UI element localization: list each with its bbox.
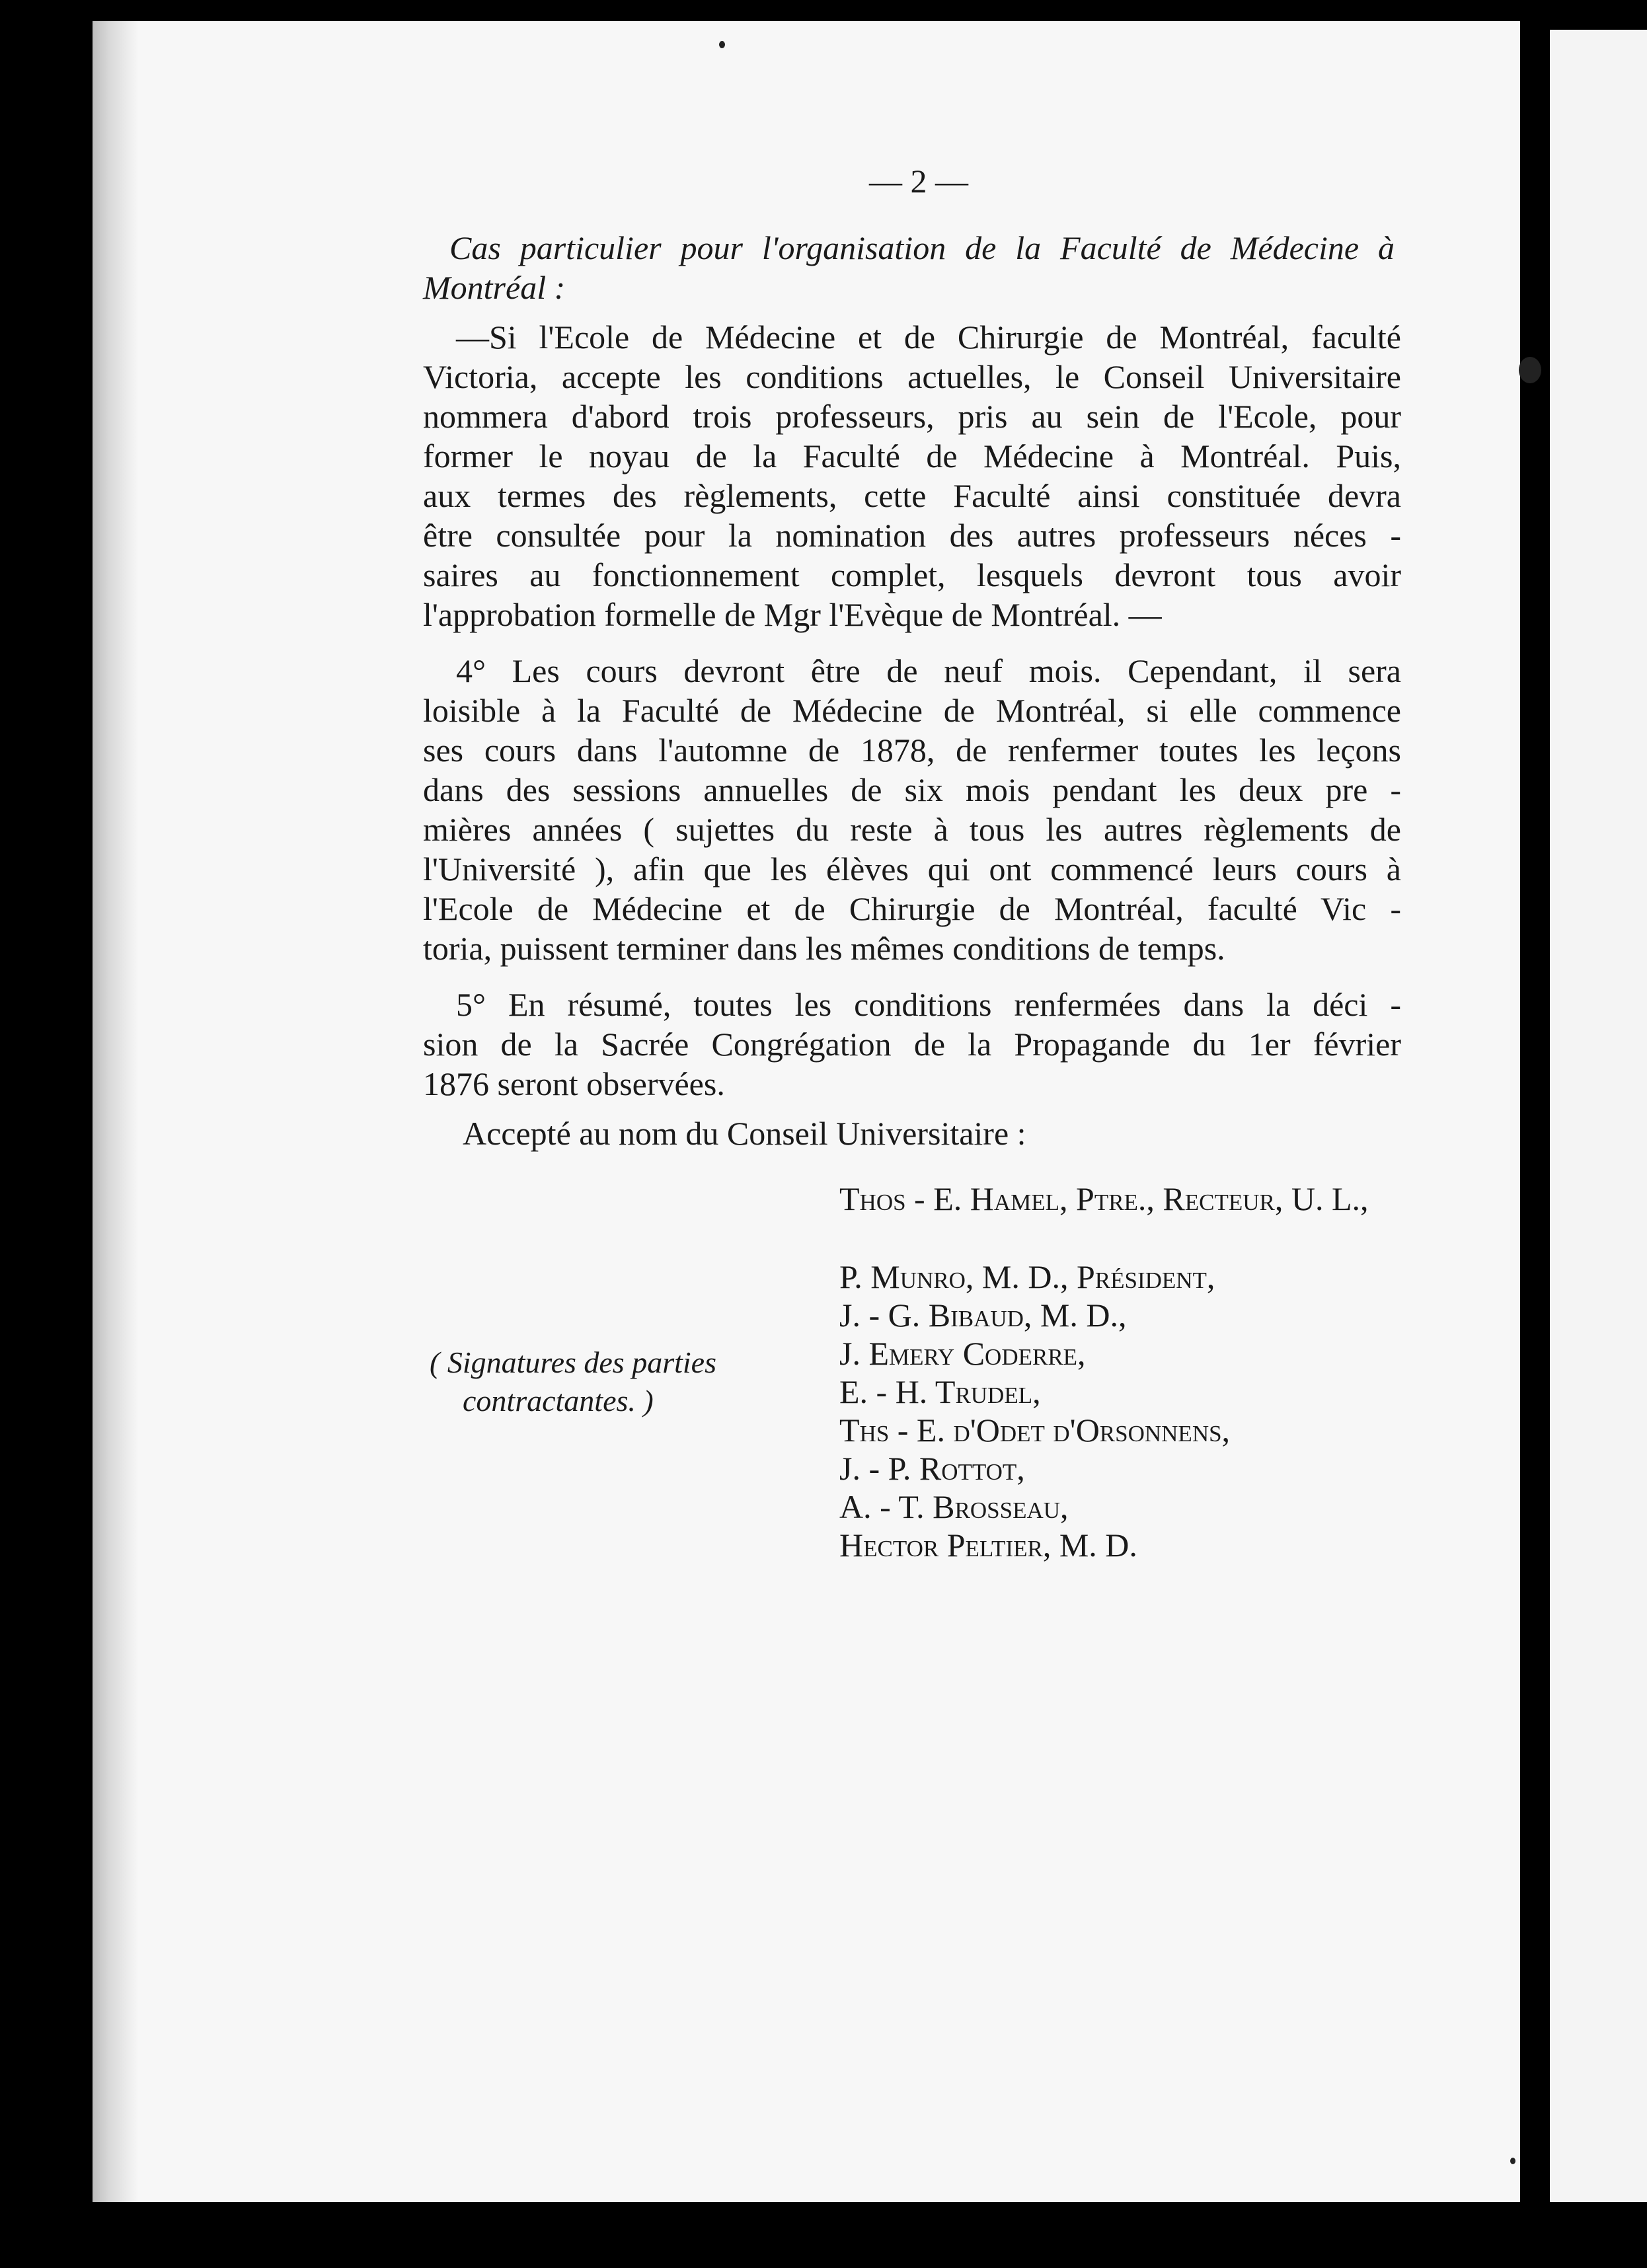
paragraph-1-line: —Si l'Ecole de Médecine et de Chirurgie de Montréal, faculté (456, 319, 1401, 356)
signatory: E. - H. Trudel, (839, 1373, 1041, 1410)
adjacent-page-edge (1550, 30, 1647, 2204)
page-binding-edge (93, 21, 139, 2202)
paragraph-2-line: mières années ( sujettes du reste à tous les autres règlements de (423, 811, 1401, 848)
paragraph-2-line: l'Ecole de Médecine et de Chirurgie de Montréal, faculté Vic - (423, 890, 1401, 927)
signatures-note-line: contractantes. ) (463, 1384, 654, 1418)
paragraph-2-line: 4° Les cours devront être de neuf mois. Cependant, il sera (456, 652, 1401, 689)
paragraph-1-line: être consultée pour la nomination des autres professeurs néces - (423, 517, 1401, 554)
signatures-note-line: ( Signatures des parties (430, 1345, 716, 1379)
paragraph-1-line: l'approbation formelle de Mgr l'Evèque de Montréal. — (423, 596, 1162, 633)
paragraph-3-line: sion de la Sacrée Congrégation de la Propagande du 1er février (423, 1026, 1401, 1063)
signatory: Ths - E. d'Odet d'Orsonnens, (839, 1412, 1231, 1449)
section-heading-line-2: Montréal : (423, 269, 566, 306)
acceptance-line: Accepté au nom du Conseil Universitaire : (463, 1115, 1026, 1152)
paragraph-2-line: ses cours dans l'automne de 1878, de renfermer toutes les leçons (423, 732, 1401, 769)
section-heading-line-1: Cas particulier pour l'organisation de la Faculté de Médecine à (449, 229, 1395, 266)
signatory: Hector Peltier, M. D. (839, 1527, 1137, 1564)
paragraph-3-line: 1876 seront observées. (423, 1065, 725, 1102)
signatory: P. Munro, M. D., Président, (839, 1258, 1215, 1295)
signatory: J. - P. Rottot, (839, 1450, 1025, 1487)
scan-bottom-band (0, 2202, 1647, 2268)
paragraph-1-line: Victoria, accepte les conditions actuelles, le Conseil Universitaire (423, 358, 1401, 395)
paragraph-2-line: dans des sessions annuelles de six mois pendant les deux pre - (423, 771, 1401, 808)
paragraph-1-line: saires au fonctionnement complet, lesquels devront tous avoir (423, 556, 1401, 593)
paragraph-2-line: toria, puissent terminer dans les mêmes conditions de temps. (423, 930, 1225, 967)
page-number: — 2 — (869, 163, 968, 200)
scan-speck (719, 41, 725, 48)
rector-signature: Thos - E. Hamel, Ptre., Recteur, U. L., (839, 1180, 1369, 1217)
scan-speck (1519, 357, 1541, 383)
signatory: A. - T. Brosseau, (839, 1488, 1069, 1525)
signatory: J. - G. Bibaud, M. D., (839, 1297, 1127, 1334)
paragraph-1-line: aux termes des règlements, cette Faculté ainsi constituée devra (423, 477, 1401, 514)
page-gutter (1520, 21, 1550, 2202)
signatory: J. Emery Coderre, (839, 1335, 1086, 1372)
paragraph-1-line: former le noyau de la Faculté de Médecine à Montréal. Puis, (423, 437, 1401, 474)
scan-speck (1510, 2158, 1515, 2164)
paragraph-1-line: nommera d'abord trois professeurs, pris au sein de l'Ecole, pour (423, 398, 1401, 435)
paragraph-2-line: l'Université ), afin que les élèves qui ont commencé leurs cours à (423, 850, 1401, 888)
paragraph-2-line: loisible à la Faculté de Médecine de Montréal, si elle commence (423, 692, 1401, 729)
paragraph-3-line: 5° En résumé, toutes les conditions renfermées dans la déci - (456, 986, 1401, 1023)
